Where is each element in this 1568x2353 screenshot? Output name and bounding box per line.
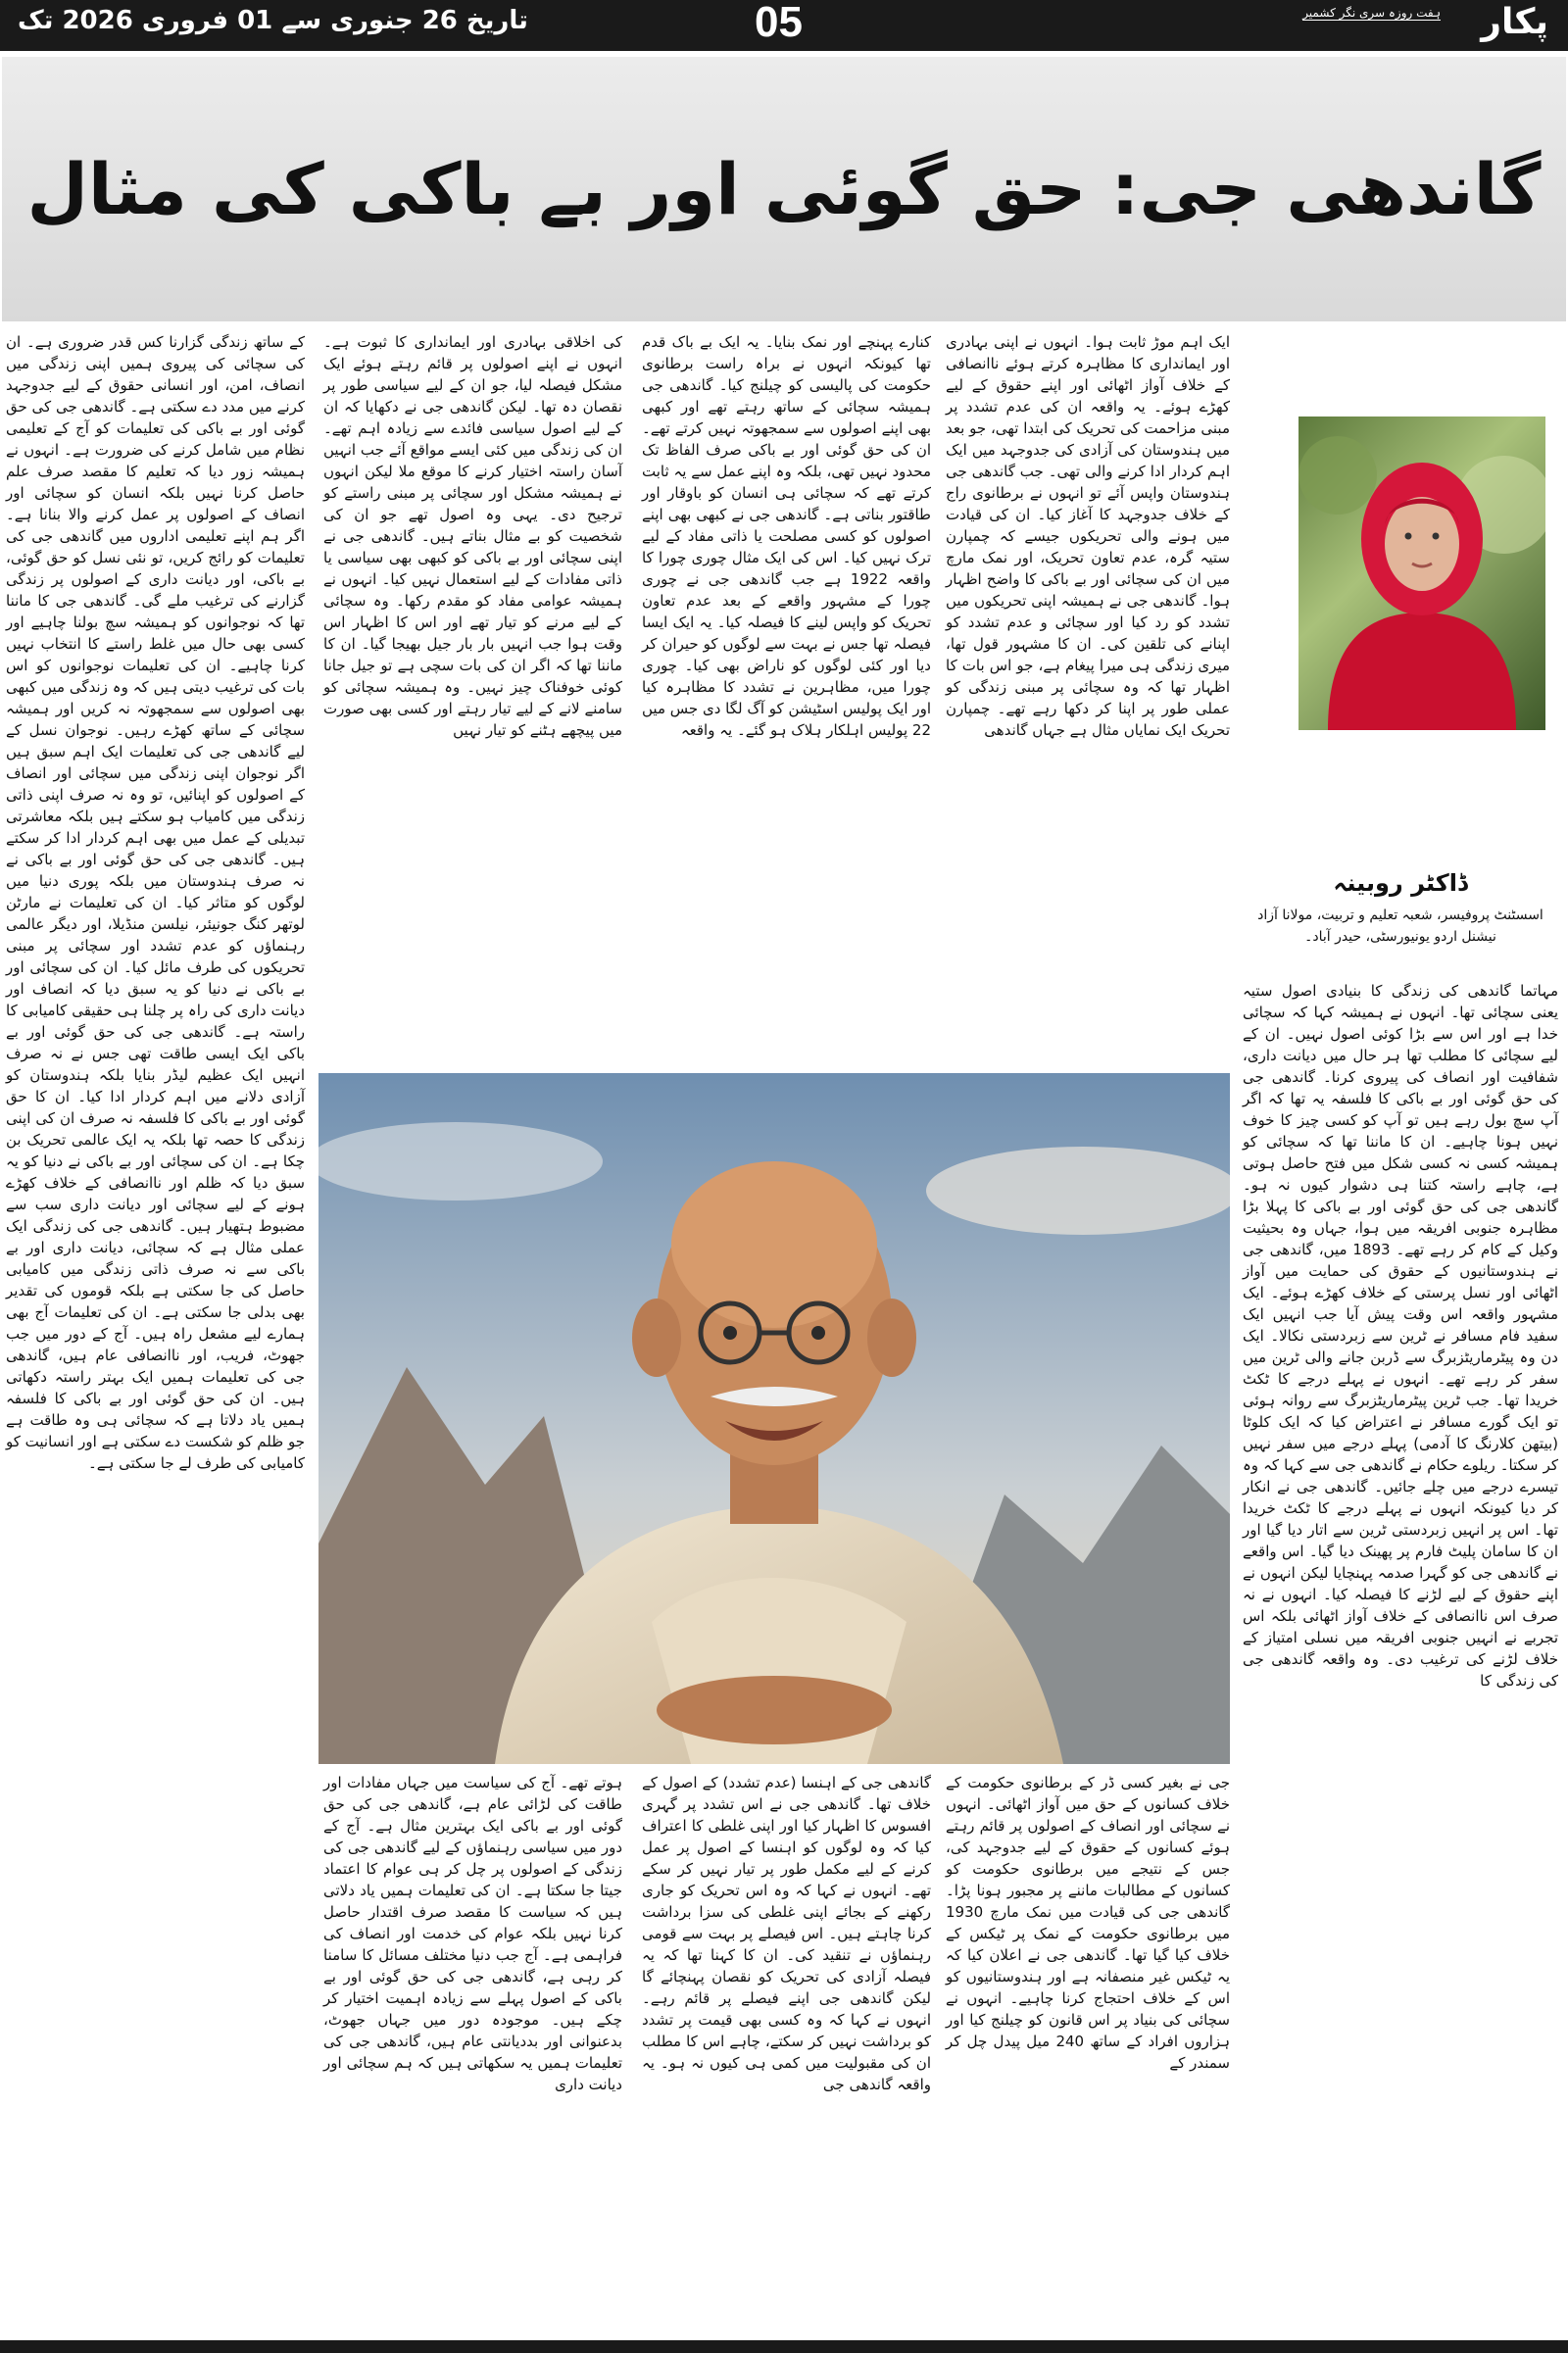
column-text: کی اخلاقی بہادری اور ایمانداری کا ثبوت ہے۔ انہوں نے اپنے اصولوں پر قائم رہتے ہوئے ایک مشکل فیصلہ لیا، جو ان کے لیے سیاسی طور پر نقصان دہ تھا۔ لیکن گاندھی جی نے دکھایا کہ ان کے لیے اصول سیاسی فائدے سے زیادہ اہم تھے۔ ان کی زندگی میں کئی ایسے مواقع آئے جب انہیں آسان راستہ اختیار کرنے کا موقع ملا لیکن انہوں نے ہمیشہ مشکل اور سچائی پر مبنی راستے کو ترجیح دی۔ یہی وہ اصول تھے جو ان کی شخصیت کو بے مثال بناتے ہیں۔ گاندھی جی نے اپنی سچائی اور بے باکی کو کبھی بھی سیاسی یا ذاتی مفادات کے لیے استعمال نہیں کیا۔ انہوں نے ہمیشہ عوامی مفاد کو مقدم رکھا۔ وہ سچائی کے لیے مرنے کو تیار تھے اور اس کا اظہار اس وقت ہوا جب انہیں بار بار جیل بھیجا گیا۔ ان کا ماننا تھا کہ اگر ان کی بات سچی ہے تو جیل جانا کوئی خوفناک چیز نہیں۔ وہ ہمیشہ سچائی کو سامنے لانے کے لیے تیار رہتے اور کسی بھی صورت میں پیچھے ہٹنے کو تیار نہیں: [323, 333, 622, 739]
column-second-top: [946, 331, 1230, 741]
column-text: کے ساتھ زندگی گزارنا کس قدر ضروری ہے۔ ان کی سچائی کی پیروی ہمیں اپنی زندگی میں انصاف، امن، اور انسانی حقوق کے لیے جدوجہد کرنے میں مدد دے سکتی ہے۔ گاندھی جی کی حق گوئی اور بے باکی کی تعلیمات کو آج کے تعلیمی نظام میں شامل کرنے کی ضرورت ہے۔ انہوں نے ہمیشہ زور دیا کہ تعلیم کا مقصد صرف علم حاصل کرنا نہیں بلکہ انسان کو سچائی اور انصاف کے اصولوں پر عمل کرنے والا بنانا ہے۔ اگر ہم اپنے تعلیمی اداروں میں گاندھی جی کی تعلیمات کو رائج کریں، تو نئی نسل کو حق گوئی، بے باکی، اور دیانت داری کے اصولوں پر زندگی گزارنے کی ترغیب ملے گی۔ گاندھی جی کا ماننا تھا کہ نوجوانوں کو ہمیشہ سچ بولنا چاہیے اور کسی بھی حال میں غلط راستے کا انتخاب نہیں کرنا چاہیے۔ ان کی تعلیمات نوجوانوں کو اس بات کی ترغیب دیتی ہیں کہ وہ زندگی میں کبھی بھی اصولوں سے سمجھوتہ نہ کریں اور ہمیشہ سچائی کے ساتھ کھڑے رہیں۔ نوجوان نسل کے لیے گاندھی جی کی تعلیمات ایک اہم سبق ہیں اگر نوجوان اپنی زندگی میں سچائی اور انصاف کے اصولوں کو اپنائیں، تو وہ نہ صرف اپنی ذاتی زندگی میں کامیاب ہو سکتے ہیں بلکہ معاشرتی تبدیلی کے عمل میں بھی اہم کردار ادا کر سکتے ہیں۔ گاندھی جی کی حق گوئی اور بے باکی نے نہ صرف ہندوستان میں بلکہ پوری دنیا میں لوگوں کو متاثر کیا۔ ان کی تعلیمات نے مارٹن لوتھر کنگ جونیئر، نیلسن منڈیلا، اور دیگر عالمی رہنماؤں کو عدم تشدد اور سچائی پر مبنی تحریکوں کی طرف مائل کیا۔ ان کی سچائی اور بے باکی نے دنیا کو یہ سبق دیا کہ انصاف اور دیانت داری کی راہ پر چلنا ہی حقیقی کامیابی کا راستہ ہے۔ گاندھی جی کی حق گوئی اور بے باکی ایک ایسی طاقت تھی جس نے نہ صرف انہیں ایک عظیم لیڈر بنایا بلکہ ہندوستان کو آزادی دلانے میں اہم کردار ادا کیا۔ ان کا حق گوئی اور بے باکی کا فلسفہ نہ صرف ان کی اپنی زندگی کا حصہ تھا بلکہ یہ ایک عالمی تحریک بن چکا ہے۔ ان کی سچائی اور بے باکی نے دنیا کو یہ سبق دیا کہ ظلم اور ناانصافی کے خلاف کھڑے ہونے کے لیے سچائی اور دیانت داری سب سے مضبوط ہتھیار ہیں۔ گاندھی جی کی زندگی ایک عملی مثال ہے کہ سچائی، دیانت داری اور بے باکی سے نہ صرف ذاتی زندگی میں کامیابی حاصل کی جا سکتی ہے بلکہ قوموں کی تقدیر بھی بدلی جا سکتی ہے۔ ان کی تعلیمات آج بھی ہمارے لیے مشعل راہ ہیں۔ آج کے دور میں جب جھوٹ، فریب، اور ناانصافی عام ہیں، گاندھی جی کی تعلیمات ہمیں ایک بہتر راستہ دکھاتی ہیں۔ ان کی حق گوئی اور بے باکی کا فلسفہ ہمیں یاد دلاتا ہے کہ سچائی ہی وہ طاقت ہے جو ظلم کو شکست دے سکتی ہے اور انسانیت کو کامیابی کی طرف لے جا سکتی ہے۔: [6, 333, 305, 1472]
column-text: مہاتما گاندھی کی زندگی کا بنیادی اصول ستیہ یعنی سچائی تھا۔ انہوں نے ہمیشہ کہا کہ سچائی خدا ہے اور اس سے بڑا کوئی اصول نہیں۔ ان کے لیے سچائی کا مطلب تھا ہر حال میں دیانت داری، شفافیت اور انصاف کی پیروی کرنا۔ گاندھی جی کی حق گوئی اور بے باکی کا فلسفہ یہ تھا کہ اگر آپ سچ بول رہے ہیں تو آپ کو کسی چیز کا خوف نہیں ہونا چاہیے۔ ان کا ماننا تھا کہ سچائی کو ہمیشہ کسی نہ کسی شکل میں فتح حاصل ہوتی ہے، چاہے راستہ کتنا ہی دشوار کیوں نہ ہو۔ گاندھی جی کی حق گوئی اور بے باکی کا پہلا بڑا مظاہرہ جنوبی افریقہ میں ہوا، جہاں وہ بحیثیت وکیل کے کام کر رہے تھے۔ 1893 میں، گاندھی جی نے ہندوستانیوں کے حقوق کی حمایت میں آواز اٹھائی اور نسل پرستی کے خلاف کھڑے ہوئے۔ ایک مشہور واقعہ اس وقت پیش آیا جب انہیں ایک سفید فام مسافر نے ٹرین سے زبردستی نکالا۔ ایک دن وہ پیٹرماریٹزبرگ سے ڈربن جانے والی ٹرین میں سفر کر رہے تھے۔ انہوں نے پہلے درجے کا ٹکٹ خریدا تھا۔ جب ٹرین پیٹرماریٹزبرگ سے روانہ ہوئی تو ایک گورے مسافر نے اعتراض کیا کہ ایک کلوٹا (بیتھن کلارنگ کا آدمی) پہلے درجے میں سفر نہیں کر سکتا۔ ریلوے حکام نے گاندھی جی سے کہا کہ وہ تیسرے درجے میں چلے جائیں۔ گاندھی جی نے انکار کر دیا کیونکہ انہوں نے پہلے درجے کا ٹکٹ خریدا تھا۔ اس پر انہیں زبردستی ٹرین سے اتار دیا گیا اور ان کا سامان پلیٹ فارم پر پھینک دیا گیا۔ اس واقعے نے گاندھی جی کو گہرا صدمہ پہنچایا لیکن انہوں نے اپنے حقوق کے لیے لڑنے کا فیصلہ کیا۔ انہوں نے نہ صرف اس ناانصافی کے خلاف آواز اٹھائی بلکہ اس تجربے نے انہیں جنوبی افریقہ میں نسلی امتیاز کے خلاف لڑنے کی ترغیب دی۔ وہ واقعہ گاندھی جی کی زندگی کا: [1243, 982, 1559, 1690]
article-title: گاندھی جی: حق گوئی اور بے باکی کی مثال: [26, 148, 1542, 230]
page-number: 05: [755, 0, 803, 46]
column-right: [1243, 980, 1558, 1691]
column-second-bottom: [946, 1772, 1230, 2074]
column-text: ایک اہم موڑ ثابت ہوا۔ انہوں نے اپنی بہادری اور ایمانداری کا مظاہرہ کرتے ہوئے ناانصافی کے خلاف آواز اٹھائی اور اپنے حقوق کے لیے کھڑے ہوئے۔ یہ واقعہ ان کی عدم تشدد پر مبنی مزاحمت کی تحریک کی ابتدا تھی، جو بعد میں ہندوستان کی آزادی کی جدوجہد میں ایک اہم کردار ادا کرنے والی تھی۔ جب گاندھی جی ہندوستان واپس آئے تو انہوں نے برطانوی راج کے خلاف جدوجہد کا آغاز کیا۔ ان کی قیادت میں ہونے والی تحریکوں جیسے کہ چمپارن ستیہ گرہ، عدم تعاون تحریک، اور نمک مارچ میں ان کی سچائی اور بے باکی کا واضح اظہار ہوا۔ گاندھی جی نے ہمیشہ اپنی تحریکوں میں تشدد کو رد کیا اور سچائی و عدم تشدد کو اپنانے کی تلقین کی۔ ان کا مشہور قول تھا، میری زندگی ہی میرا پیغام ہے، جو اس بات کا اظہار تھا کہ وہ سچائی پر مبنی زندگی کو عملی طور پر اپنا کر دکھا رہے تھے۔ چمپارن تحریک ایک نمایاں مثال ہے جہاں گاندھی: [946, 333, 1230, 739]
author-photo: [1298, 417, 1545, 730]
column-fourth-top: [323, 331, 622, 741]
masthead: [0, 0, 1568, 51]
column-left: [6, 331, 305, 1474]
column-text: جی نے بغیر کسی ڈر کے برطانوی حکومت کے خلاف کسانوں کے حق میں آواز اٹھائی۔ انہوں نے سچائی اور انصاف کے اصولوں پر قائم رہتے ہوئے کسانوں کے حقوق کے لیے جدوجہد کی، جس کے نتیجے میں برطانوی حکومت کو کسانوں کے مطالبات ماننے پر مجبور ہونا پڑا۔ گاندھی جی کی قیادت میں نمک مارچ 1930 میں برطانوی حکومت کے نمک پر ٹیکس کے خلاف کیا گیا تھا۔ گاندھی جی نے اعلان کیا کہ یہ ٹیکس غیر منصفانہ ہے اور ہندوستانیوں کو اس کے خلاف احتجاج کرنا چاہیے۔ انہوں نے سچائی کی بنیاد پر اس قانون کو چیلنج کیا اور ہزاروں افراد کے ساتھ 240 میل پیدل چل کر سمندر کے: [946, 1774, 1230, 2072]
logo-subtitle: ہفت روزہ سری نگر کشمیر: [1302, 6, 1441, 20]
column-text: کنارے پہنچے اور نمک بنایا۔ یہ ایک بے باک قدم تھا کیونکہ انہوں نے براہ راست برطانوی حکومت کی پالیسی کو چیلنج کیا۔ گاندھی جی ہمیشہ سچائی کے ساتھ رہتے تھے اور کبھی بھی اپنے اصولوں سے سمجھوتہ نہیں کرتے تھے۔ ان کی حق گوئی اور بے باکی صرف الفاظ تک محدود نہیں تھی، بلکہ وہ اپنے عمل سے یہ ثابت کرتے تھے کہ سچائی ہی انسان کو باوقار اور طاقتور بناتی ہے۔ گاندھی جی نے کبھی بھی اپنے اصولوں کو کسی مصلحت یا ذاتی مفاد کے لیے ترک نہیں کیا۔ اس کی ایک مثال چوری چورا کا واقعہ 1922 ہے جب گاندھی جی نے چوری چورا کے مشہور واقعے کے بعد عدم تعاون تحریک کو واپس لینے کا فیصلہ کیا۔ یہ ایک ایسا فیصلہ تھا جس نے بہت سے لوگوں کو حیران کر دیا اور کئی لوگوں کو ناراض بھی کیا۔ چوری چورا میں، مظاہرین نے تشدد کا مظاہرہ کیا اور ایک پولیس اسٹیشن کو آگ لگا دی جس میں 22 پولیس اہلکار ہلاک ہو گئے۔ یہ واقعہ: [642, 333, 932, 739]
column-third-bottom: [642, 1772, 931, 2095]
column-text: ہوتے تھے۔ آج کی سیاست میں جہاں مفادات اور طاقت کی لڑائی عام ہے، گاندھی جی کی حق گوئی اور بے باکی ایک بہترین مثال ہے۔ آج کے دور میں سیاسی رہنماؤں کے لیے گاندھی جی کی زندگی کے اصولوں پر چل کر ہی عوام کا اعتماد جیتا جا سکتا ہے۔ ان کی تعلیمات ہمیں یاد دلاتی ہیں کہ سیاست کا مقصد صرف اقتدار حاصل کرنا نہیں بلکہ عوام کی خدمت اور انصاف کی فراہمی ہے۔ آج جب دنیا مختلف مسائل کا سامنا کر رہی ہے، گاندھی جی کی حق گوئی اور بے باکی کے اصول پہلے سے زیادہ اہمیت اختیار کر چکے ہیں۔ موجودہ دور میں جہاں جھوٹ، بدعنوانی اور بددیانتی عام ہیں، گاندھی جی کی تعلیمات ہمیں یہ سکھاتی ہیں کہ ہم سچائی اور دیانت داری: [323, 1774, 622, 2093]
column-text: گاندھی جی کے اہنسا (عدم تشدد) کے اصول کے خلاف تھا۔ گاندھی جی نے اس تشدد پر گہری افسوس کا اظہار کیا اور اپنی غلطی کا اعتراف کیا کہ وہ لوگوں کو اہنسا کے اصول پر عمل کرنے کے لیے مکمل طور پر تیار نہیں کر سکے تھے۔ انہوں نے کہا کہ وہ اس تحریک کو جاری رکھنے کے بجائے اپنی غلطی کی سزا برداشت کرنا چاہتے ہیں۔ اس فیصلے پر بہت سے قومی رہنماؤں نے تنقید کی۔ ان کا کہنا تھا کہ یہ فیصلہ آزادی کی تحریک کو نقصان پہنچائے گا لیکن گاندھی جی اپنے فیصلے پر قائم رہے۔ انہوں نے کہا کہ وہ کسی بھی قیمت پر تشدد کو برداشت نہیں کر سکتے، چاہے اس کا مطلب ان کی مقبولیت میں کمی ہی کیوں نہ ہو۔ یہ واقعہ گاندھی جی: [642, 1774, 931, 2093]
author-name: ڈاکٹر روبینہ: [1333, 869, 1468, 897]
footer-bar: [0, 2340, 1568, 2353]
issue-date: تاریخ 26 جنوری سے 01 فروری 2026 تک: [18, 6, 528, 35]
column-third-top: [642, 331, 931, 741]
headline-box: [2, 57, 1566, 321]
author-designation: اسسٹنٹ پروفیسر، شعبہ تعلیم و تربیت، مولانا آزاد نیشنل اردو یونیورسٹی، حیدر آباد۔: [1257, 907, 1544, 945]
newspaper-logo: پکار: [1481, 2, 1548, 42]
gandhi-illustration: [318, 1073, 1230, 1764]
column-fourth-bottom: [323, 1772, 622, 2095]
author-byline: [1243, 867, 1558, 948]
